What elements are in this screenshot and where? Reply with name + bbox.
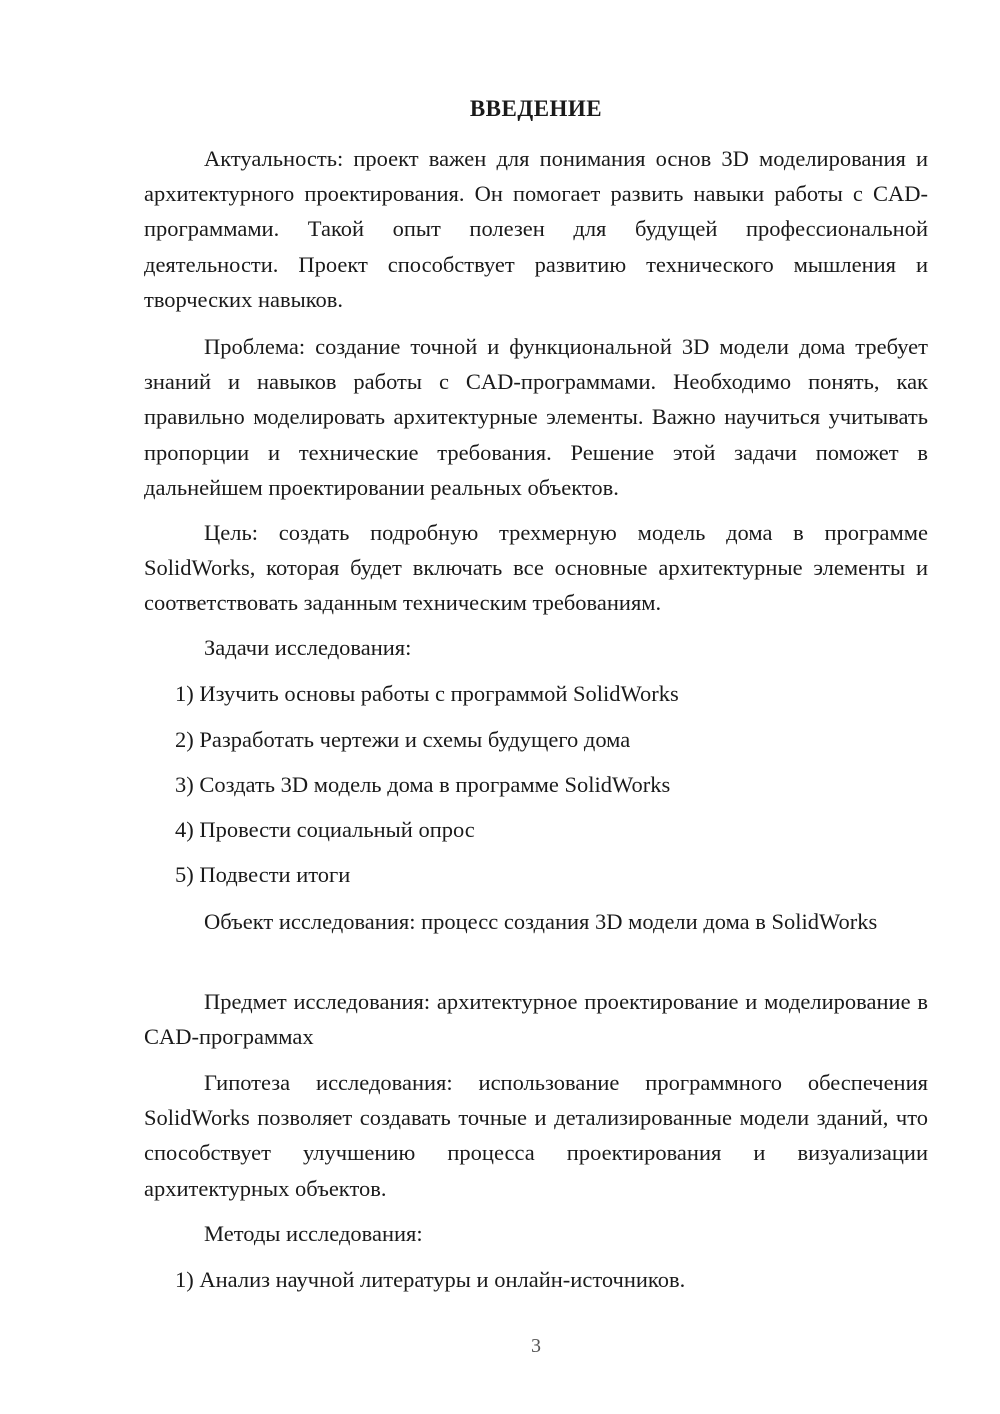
page-number: 3 — [531, 1335, 541, 1357]
goal-paragraph: Цель: создать подробную трехмерную модель дома в программе SolidWorks, которая будет включать все основные архитектурные элементы и соответствовать заданным техническим требованиям. — [144, 520, 928, 616]
task-item: 3) Создать 3D модель дома в программе SolidWorks — [175, 772, 671, 797]
hypothesis-paragraph: Гипотеза исследования: использование программного обеспечения SolidWorks позволяет создавать точные и детализированные модели зданий, что способствует улучшению процесса проектирования и визуализации архитектурных объектов. — [144, 1070, 928, 1201]
task-item: 2) Разработать чертежи и схемы будущего дома — [175, 727, 631, 752]
task-item: 1) Изучить основы работы с программой SolidWorks — [175, 681, 679, 706]
relevance-paragraph: Актуальность: проект важен для понимания основ 3D моделирования и архитектурного проектирования. Он помогает развить навыки работы с CAD-программами. Такой опыт полезен для будущей профессиональной деятельности. Проект способствует развитию технического мышления и творческих навыков. — [144, 146, 928, 312]
tasks-heading: Задачи исследования: — [204, 635, 412, 660]
page-title: ВВЕДЕНИЕ — [469, 96, 603, 121]
subject-paragraph: Предмет исследования: архитектурное проектирование и моделирование в CAD-программах — [144, 989, 928, 1050]
problem-paragraph: Проблема: создание точной и функциональной 3D модели дома требует знаний и навыков работы с CAD-программами. Необходимо понять, как правильно моделировать архитектурные элементы. Важно научиться учитывать пропорции и технические требования. Решение этой задачи поможет в дальнейшем проектировании реальных объектов. — [144, 334, 928, 500]
method-item: 1) Анализ научной литературы и онлайн-источников. — [175, 1267, 686, 1292]
object-paragraph: Объект исследования: процесс создания 3D модели дома в SolidWorks — [204, 909, 878, 934]
methods-heading: Методы исследования: — [204, 1221, 423, 1246]
task-item: 5) Подвести итоги — [175, 862, 351, 887]
task-item: 4) Провести социальный опрос — [175, 817, 475, 842]
